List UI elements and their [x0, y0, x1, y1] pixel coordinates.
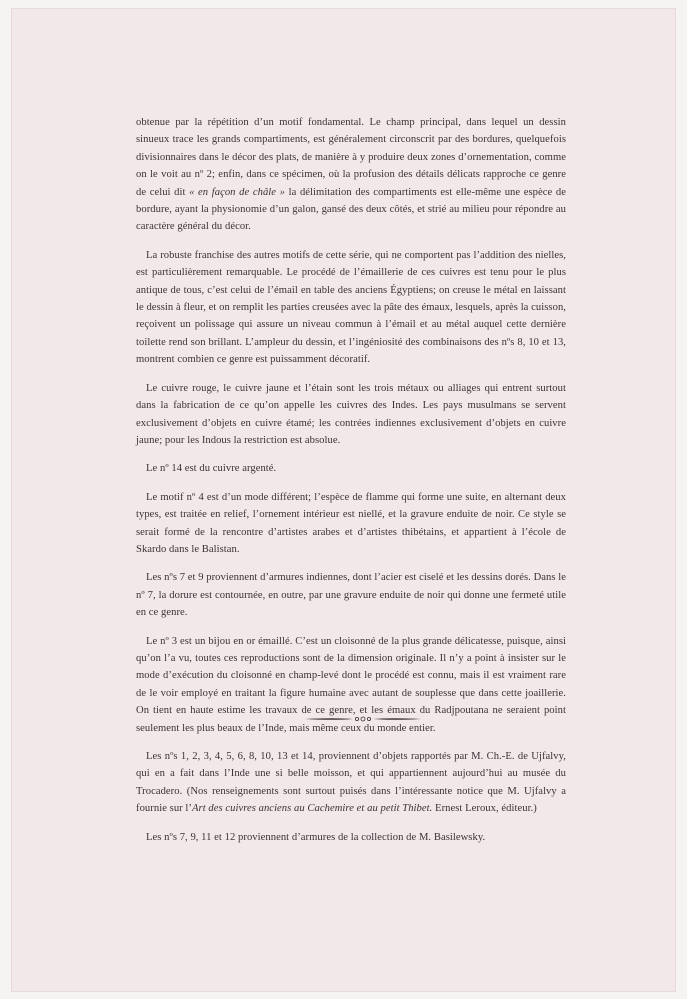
paragraph-1-text: obtenue par la répétition d’un motif fondamental. Le champ principal, dans lequel un dessin sinueux trace les grands compartiments, est généralement circonscrit par des bordures, quelquefois divisionnaires dans le décor des plats, de manière à y produire deux zones d’ornementation, comme on le voit au nº 2; enfin, dans ce spécimen, où la profusion des détails délicats rapproche ce genre de celui dit	[136, 117, 566, 198]
paragraph-5: Le motif nº 4 est d’un mode différent; l’espèce de flamme qui forme une suite, en alternant deux types, est traitée en relief, l’ornement intérieur est niellé, et la gravure enduite de noir. Ce style se serait formé de la rencontre d’artistes arabes et d’artistes thibétains, et appartient à l’école de Skardo dans le Balistan.	[136, 491, 566, 555]
paragraph-3: Le cuivre rouge, le cuivre jaune et l’étain sont les trois métaux ou alliages qui entrent surtout dans la fabrication de ce qu’on appelle les cuivres des Indes. Les pays musulmans se servent exclusivement d’objets en cuivre étamé; les contrées indiennes exclusivement d’objets en cuivre jaune; pour les Indous la restriction est absolue.	[136, 382, 566, 446]
body-text	[136, 114, 566, 857]
paragraph-8	[136, 748, 566, 818]
paragraph-1	[136, 114, 566, 236]
paragraph-1-after: la délimitation des compartiments est elle-même une espèce de bordure, ayant la physionomie d’un galon, gansé des deux côtés, et strié au milieu pour répondre au caractère général du décor.	[136, 186, 566, 233]
paragraph-7: Le nº 3 est un bijou en or émaillé. C’est un cloisonné de la plus grande délicatesse, puisque, ainsi qu’on l’a vu, toutes ces reproductions sont de la dimension originale. Il n’y a point à insister sur le mode d’exécution du cloisonné en champ-levé dont le procédé est connu, mais il est vraiment rare de le voir employé en traitant la figure humaine avec autant de souplesse que dans cette joaillerie. On tient en haute estime les travaux de ce genre, et les émaux du Radjpoutana ne seraient point seulement les plus beaux de l’Inde, mais même ceux du monde entier.	[136, 635, 566, 734]
paragraph-6: Les nºs 7 et 9 proviennent d’armures indiennes, dont l’acier est ciselé et les dessins dorés. Dans le nº 7, la dorure est contournée, en outre, par une gravure enduite de noir qui donne une fermeté utile en ce genre.	[136, 572, 566, 619]
paragraph-8-italic: Art des cuivres anciens au Cachemire et au petit Thibet.	[192, 803, 433, 815]
decorative-rule-icon	[303, 712, 423, 726]
paragraph-8-after: Ernest Leroux, éditeur.)	[435, 803, 537, 815]
paragraph-1-italic: « en façon de châle »	[189, 186, 285, 198]
paragraph-9: Les nºs 7, 9, 11 et 12 proviennent d’armures de la collection de M. Basilewsky.	[146, 831, 486, 843]
paragraph-2: La robuste franchise des autres motifs de cette série, qui ne comportent pas l’addition des nielles, est particulièrement remarquable. Le procédé de l’émaillerie de ces cuivres est tenu pour le plus antique de tous, c’est celui de l’émail en table des anciens Égyptiens; on creuse le métal en laissant le dessin à fleur, et on remplit les parties creusées avec la pâte des émaux, lesquels, après la cuisson, reçoivent un polissage qui assure un niveau commun à l’émail et au métal auquel cette dernière toilette rend son brillant. L’ampleur du dessin, et l’ingéniosité des combinaisons des nºs 8, 10 et 13, montrent combien ce genre est puissamment décoratif.	[136, 249, 566, 366]
paragraph-8-text: Les nºs 1, 2, 3, 4, 5, 6, 8, 10, 13 et 14, proviennent d’objets rapportés par M. Ch.-E. de Ujfalvy, qui en a fait dans l’Inde une si belle moisson, et qui appartiennent aujourd’hui au musée du Trocadero. (Nos renseignements sont surtout puisés dans l’intéressante notice que M. Ujfalvy a fournie sur l’	[136, 751, 566, 815]
paragraph-4: Le nº 14 est du cuivre argenté.	[146, 463, 277, 475]
